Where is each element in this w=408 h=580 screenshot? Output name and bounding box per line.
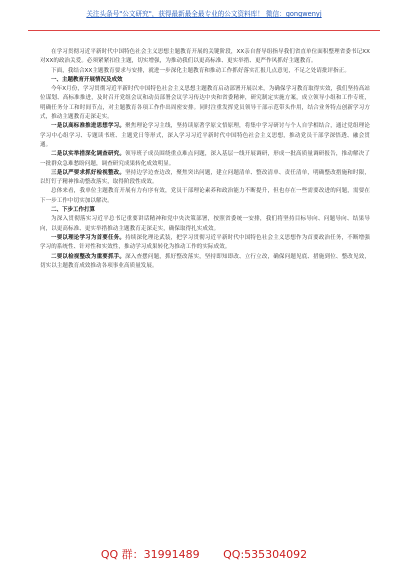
paragraph-lead: 二是以实举措深化调查研究。	[51, 151, 126, 158]
body-paragraph	[40, 169, 370, 188]
body-paragraph	[40, 187, 370, 206]
paragraph-text: 在学习贯彻习近平新时代中国特色社会主义思想主题教育开展的关键阶段，XX亲自督导组指导我们省直单位面积整理省委书记XX对XX的政治关爱。必须紧紧扣住主题，切实增强，为推动我们以更高标准、更实举措、更严作风抓好主题教育。	[40, 49, 370, 65]
paragraph-text: 为深入贯彻落实习近平总书记重要讲话精神和党中央决策部署，按照省委统一安排，我们将坚持目标导向、问题导向、结果导向，以更高标准、更实举措推动主题教育走深走实，确保取得扎实成效。	[40, 216, 370, 232]
paragraph-text: 深入查摆问题，抓好整改落实，坚持即知即改、立行立改，确保问题见底、措施到位、整改见效，切实以主题教育成效推动各项事业高质量发展。	[40, 253, 370, 269]
body-paragraph	[40, 253, 370, 272]
section-heading: 一、主题教育开展情况及成效	[51, 76, 123, 83]
body-paragraph	[40, 85, 370, 122]
header-link[interactable]: 关注头条号"公文研究"，获得最新最全最专业的公文资料库！ 微信：gongwenyj	[86, 10, 322, 18]
body-paragraph	[40, 215, 370, 234]
paragraph-text: 领导班子成员围绕重点难点问题，深入基层一线开展调研，形成一批高质量调研报告，推动解决了一批群众急难愁盼问题，调查研究成果转化成效明显。	[40, 151, 370, 167]
body-paragraph	[40, 150, 370, 169]
footer-qq-group: QQ 群：31991489	[100, 548, 200, 561]
body-paragraph	[40, 234, 370, 253]
body-paragraph	[40, 48, 370, 67]
section-heading: 二、下步工作打算	[51, 207, 96, 214]
paragraph-text: 下面，我结合XX主题教育要求与安排，就进一步深化主题教育和推动工作抓好落实汇报几点意见，不足之处请批评指正。	[51, 67, 350, 74]
paragraph-text: 总体来看，我单位主题教育开展有力有序有效，党员干部理论素养和政治能力不断提升，但也存在一些需要改进的问题，需要在下一步工作中切实加以解决。	[40, 188, 370, 204]
footer	[0, 546, 408, 562]
footer-qq: QQ:535304092	[223, 548, 308, 561]
paragraph-text: 聚焦理论学习主线，坚持读原著学原文悟原理，将集中学习研讨与个人自学相结合，通过党组理论学习中心组学习、专题读书班、主题党日等形式，深入学习习近平新时代中国特色社会主义思想，推动党员干部学深悟透、融会贯通。	[40, 123, 370, 148]
paragraph-lead: 一要以理论学习为首要任务。	[51, 234, 126, 241]
body-paragraph	[40, 67, 370, 76]
paragraph-lead: 一是以高标准推进思想学习。	[51, 123, 126, 130]
paragraph-lead: 三是以严要求抓好检视整改。	[51, 169, 126, 176]
document-body	[40, 48, 370, 536]
paragraph-lead: 二要以检视整改为重要抓手。	[51, 253, 126, 260]
paragraph-text: 今年X月份，学习贯彻习近平新时代中国特色社会主义思想主题教育启动部署开展以来，为确保学习教育取得实效，我们坚持高站位谋划、高标准推进，及时召开党组会议和动员部署会议学习传达中央和省委精神，研究制定实施方案，成立领导小组和工作专班，明确任务分工和时间节点，对主题教育各项工作作出周密安排。同时注重发挥党员领导干部示范带头作用，结合业务特点创新学习方式，推动主题教育走深走实。	[40, 86, 370, 121]
body-paragraph	[40, 122, 370, 150]
paragraph-text: 坚持边学边查边改，聚焦突出问题，建立问题清单、整改清单、责任清单，明确整改措施和时限，以钉钉子精神推动整改落实，取得阶段性成效。	[40, 169, 370, 186]
header-banner	[28, 8, 380, 31]
paragraph-text: 持续深化理论武装，把学习贯彻习近平新时代中国特色社会主义思想作为首要政治任务，不断增强学习的系统性、针对性和实效性，推动学习成果转化为推动工作的实际成效。	[40, 234, 370, 251]
